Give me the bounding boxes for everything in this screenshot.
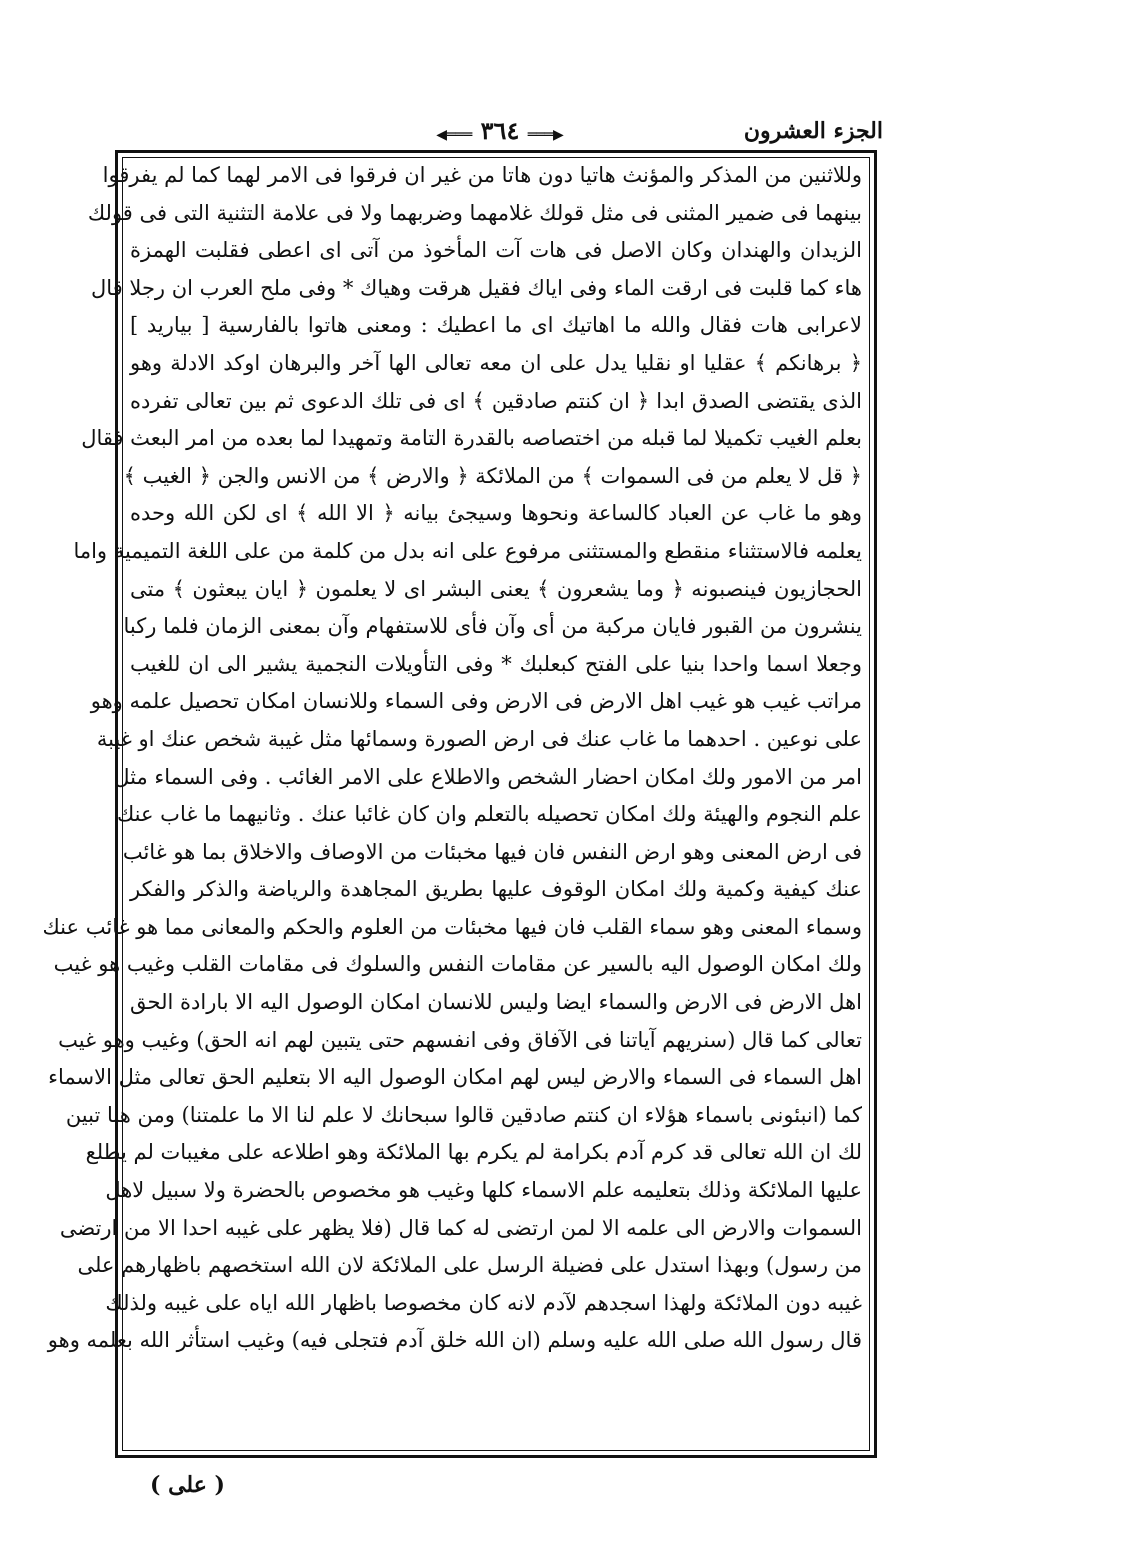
text-line: فى ارض المعنى وهو ارض النفس فان فيها مخبئات من الاوصاف والاخلاق بما هو غائب xyxy=(122,839,862,864)
catchword: ( على ) xyxy=(150,1472,225,1498)
text-line: علم النجوم والهيئة ولك امكان تحصيله بالتعلم وان كان غائبا عنك . وثانيهما ما غاب عنك xyxy=(116,802,862,827)
text-line: مراتب غيب هو غيب اهل الارض فى الارض وفى السماء وللانسان امكان تحصيل علمه وهو xyxy=(90,689,862,714)
text-line: ﴿ برهانكم ﴾ عقليا او نقليا يدل على ان معه تعالى الها آخر والبرهان اوكد الادلة وهو xyxy=(130,350,862,375)
text-line: ينشرون من القبور فايان مركبة من أى وآن فأى للاستفهام وآن بمعنى الزمان فلما ركبا xyxy=(123,614,862,639)
text-line: الذى يقتضى الصدق ابدا ﴿ ان كنتم صادقين ﴾ اى فى تلك الدعوى ثم بين تعالى تفرده xyxy=(130,388,862,413)
page-number: ٣٦٤ xyxy=(480,116,520,145)
ornament-right-icon: ═══▶ xyxy=(527,127,564,143)
text-line: بعلم الغيب تكميلا لما قبله من اختصاصه بالقدرة التامة وتمهيدا لما بعده من امر البعث فقال xyxy=(81,426,862,451)
text-line: من رسول) وبهذا استدل على فضيلة الرسل على الملائكة لان الله استخصهم باظهارهم على xyxy=(77,1253,862,1278)
text-line: اهل السماء فى السماء والارض ليس لهم امكان الوصول اليه الا بتعليم الحق تعالى مثل الاسماء xyxy=(48,1065,862,1090)
page-header xyxy=(115,112,883,152)
text-line: الزيدان والهندان وكان الاصل فى هات آت المأخوذ من آتى اى اعطى فقلبت الهمزة xyxy=(130,238,862,263)
text-line: غيبه دون الملائكة ولهذا اسجدهم لآدم لانه كان مخصوصا باظهار الله اياه على غيبه ولذلك xyxy=(105,1290,862,1315)
text-line: ﴿ قل لا يعلم من فى السموات ﴾ من الملائكة ﴿ والارض ﴾ من الانس والجن ﴿ الغيب ﴾ xyxy=(123,463,862,488)
text-line: يعلمه فالاستثناء منقطع والمستثنى مرفوع على انه بدل من كلمة من على اللغة التميمية واما xyxy=(73,538,862,563)
text-line: تعالى كما قال (سنريهم آياتنا فى الآفاق وفى انفسهم حتى يتبين لهم انه الحق) وغيب وهو غيب xyxy=(58,1027,862,1052)
text-line: عنك كيفية وكمية ولك امكان الوقوف عليها بطريق المجاهدة والرياضة والذكر والفكر xyxy=(130,877,862,902)
ornament-left-icon: ◀═══ xyxy=(436,127,473,143)
page-number-group xyxy=(425,116,575,145)
text-line: وجعلا اسما واحدا بنيا على الفتح كبعلبك * وفى التأويلات النجمية يشير الى ان للغيب xyxy=(130,651,862,676)
text-line: كما (انبئونى باسماء هؤلاء ان كنتم صادقين قالوا سبحانك لا علم لنا الا ما علمتنا) ومن هنا تبين xyxy=(65,1102,862,1127)
text-line: قال رسول الله صلى الله عليه وسلم (ان الله خلق آدم فتجلى فيه) وغيب استأثر الله بعلمه وهو xyxy=(47,1328,862,1353)
text-line: بينهما فى ضمير المثنى فى مثل قولك غلامهما وضربهما ولا فى علامة التثنية التى فى قولك xyxy=(87,200,862,225)
text-line: وللاثنين من المذكر والمؤنث هاتيا دون هاتا من غير ان فرقوا فى الامر لهما كما لم يفرقوا xyxy=(102,163,862,187)
text-line: اهل الارض فى الارض والسماء ايضا وليس للانسان امكان الوصول اليه الا بارادة الحق xyxy=(130,990,862,1015)
text-line: هاء كما قلبت فى ارقت الماء وفى اياك فقيل هرقت وهياك * وفى ملح العرب ان رجلا قال xyxy=(91,275,862,300)
text-line: على نوعين . احدهما ما غاب عنك فى ارض الصورة وسمائها مثل غيبة شخص عنك او غيبة xyxy=(96,726,862,751)
text-line: السموات والارض الى علمه الا لمن ارتضى له كما قال (فلا يظهر على غيبه احدا الا من ارتضى xyxy=(59,1215,862,1240)
text-line: عليها الملائكة وذلك بتعليمه علم الاسماء كلها وغيب هو مخصوص بالحضرة ولا سبيل لاهل xyxy=(105,1178,862,1203)
text-line: ولك امكان الوصول اليه بالسير عن مقامات النفس والسلوك فى مقامات القلب وغيب هو غيب xyxy=(53,952,862,977)
text-frame xyxy=(42,150,877,1458)
text-line: وهو ما غاب عن العباد كالساعة ونحوها وسيجئ بيانه ﴿ الا الله ﴾ اى لكن الله وحده xyxy=(130,501,862,526)
text-line: وسماء المعنى وهو سماء القلب فان فيها مخبئات من العلوم والحكم والمعانى مما هو غائب عنك xyxy=(42,914,862,939)
text-line: امر من الامور ولك امكان احضار الشخص والاطلاع على الامر الغائب . وفى السماء مثل xyxy=(114,764,862,789)
part-label: الجزء العشرون xyxy=(743,118,883,144)
text-line: الحجازيون فينصبونه ﴿ وما يشعرون ﴾ يعنى البشر اى لا يعلمون ﴿ ايان يبعثون ﴾ متى xyxy=(130,576,862,601)
text-line: لك ان الله تعالى قد كرم آدم بكرامة لم يكرم بها الملائكة وهو اطلاعه على مغيبات لم يطلع xyxy=(85,1140,862,1165)
main-text xyxy=(42,157,862,1360)
text-line: لاعرابى هات فقال والله ما اهاتيك اى ما اعطيك : ومعنى هاتوا بالفارسية [ بياريد ] xyxy=(130,313,862,338)
